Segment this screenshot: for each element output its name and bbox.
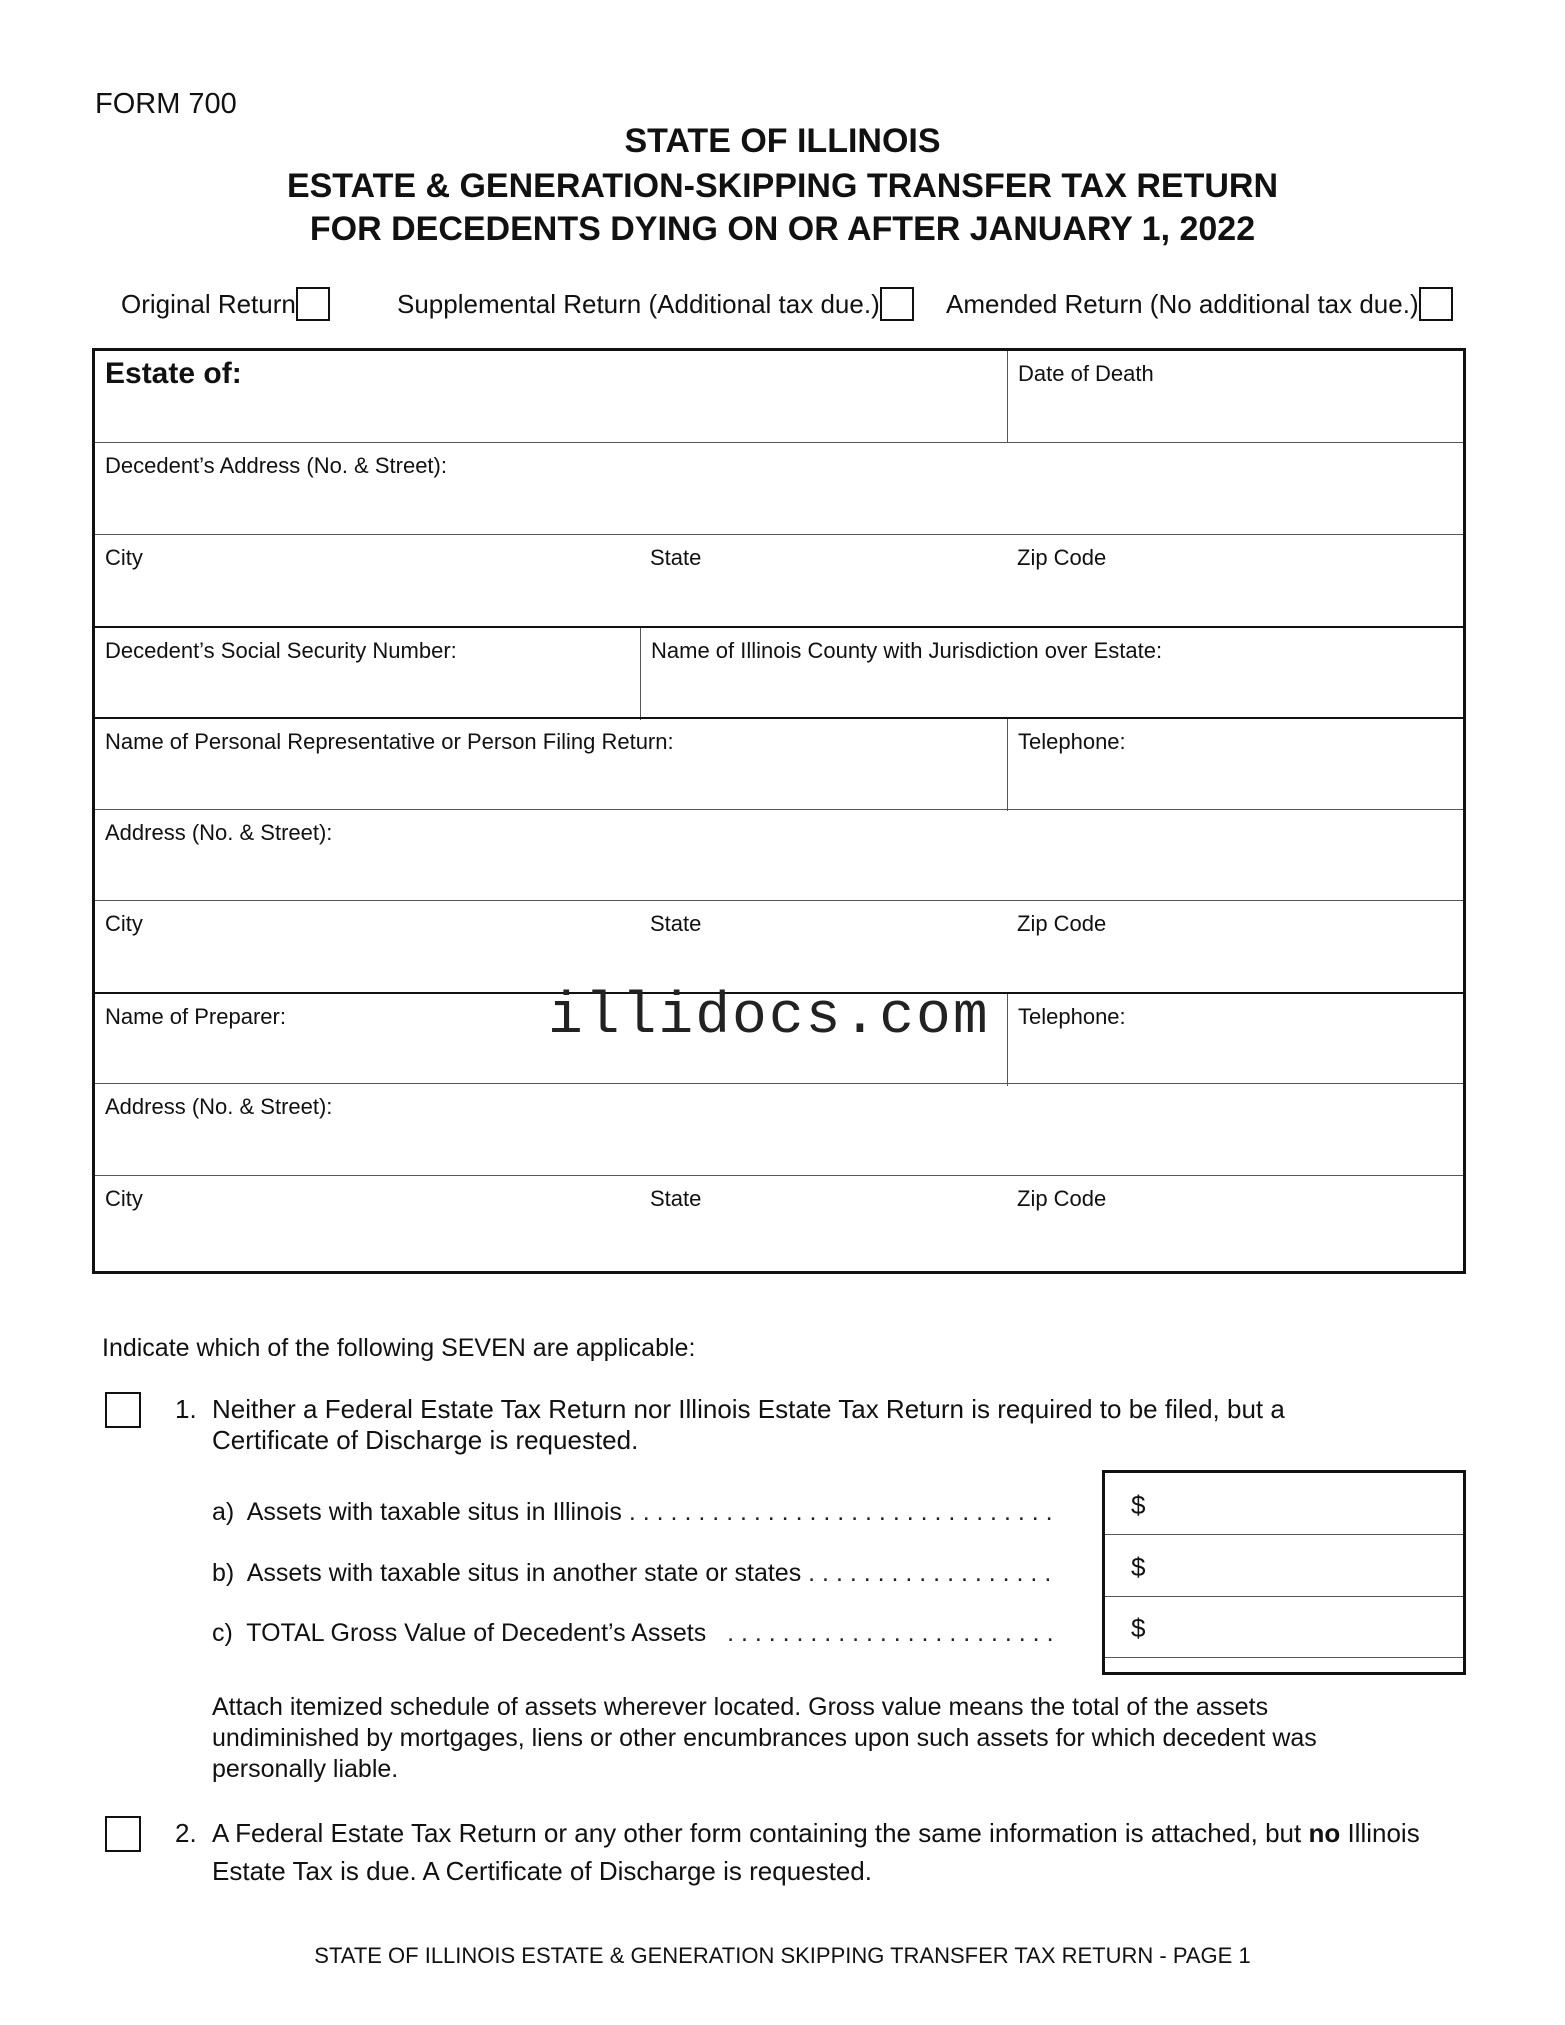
currency-symbol: $ — [1131, 1613, 1146, 1643]
supplemental-return-checkbox[interactable] — [880, 287, 914, 321]
sub-item-a-label: Assets with taxable situs in Illinois — [246, 1498, 622, 1526]
item-2-number: 2. — [175, 1818, 197, 1848]
preparer-address-row — [95, 1083, 1463, 1176]
item-2-text-bold: no — [1308, 1818, 1341, 1848]
item-1-text-line2: Certificate of Discharge is requested. — [212, 1425, 639, 1455]
rep-telephone-field[interactable] — [1007, 719, 1463, 811]
estate-of-label: Estate of: — [105, 357, 242, 390]
item-2-text-line1 — [212, 1818, 1420, 1849]
page-footer: STATE OF ILLINOIS ESTATE & GENERATION SKIPPING TRANSFER TAX RETURN - PAGE 1 — [314, 1943, 1251, 1968]
rep-address-field[interactable] — [95, 810, 1463, 902]
sub-item-a — [212, 1498, 1053, 1527]
address-label: Address (No. & Street): — [105, 1094, 333, 1119]
title-line-3: FOR DECEDENTS DYING ON OR AFTER JANUARY 1, 2022 — [309, 210, 1256, 248]
sub-item-b-label: Assets with taxable situs in another state or states — [246, 1559, 802, 1587]
indicate-instructions: Indicate which of the following SEVEN are applicable: — [102, 1334, 696, 1362]
amount-b-field[interactable] — [1105, 1535, 1463, 1597]
zip-label: Zip Code — [1017, 1186, 1107, 1211]
sub-item-b-leader: . . . . . . . . . . . . . . . . . . — [808, 1559, 1052, 1587]
title-line-2: ESTATE & GENERATION-SKIPPING TRANSFER TAX RETURN — [286, 167, 1279, 205]
rep-zip-field[interactable] — [1007, 901, 1463, 993]
sub-item-b — [212, 1559, 1051, 1588]
decedent-state-field[interactable] — [640, 535, 1007, 627]
telephone-label: Telephone: — [1018, 1004, 1126, 1029]
decedent-address-field[interactable] — [95, 443, 1463, 535]
decedent-address-row — [95, 442, 1463, 535]
sub-item-c-label: TOTAL Gross Value of Decedent’s Assets — [246, 1619, 707, 1647]
preparer-state-field[interactable] — [640, 1176, 1007, 1272]
zip-label: Zip Code — [1017, 911, 1107, 936]
amended-return-option[interactable] — [946, 287, 1453, 321]
sub-item-c — [212, 1619, 1054, 1648]
rep-city-field[interactable] — [95, 901, 640, 993]
state-label: State — [650, 911, 702, 936]
attach-note: Attach itemized schedule of assets wherever located. Gross value means the total of the assets undiminished by mortgages, liens or other encumbrances upon such assets for which decedent was personally liable. — [212, 1693, 1317, 1783]
sub-item-a-letter: a) — [212, 1498, 235, 1526]
preparer-zip-field[interactable] — [1007, 1176, 1463, 1272]
decedent-city-row — [95, 534, 1463, 627]
rep-name-label: Name of Personal Representative or Person Filing Return: — [105, 729, 674, 754]
item-2-text-line2: Estate Tax is due. A Certificate of Discharge is requested. — [212, 1856, 872, 1886]
ssn-label: Decedent’s Social Security Number: — [105, 638, 457, 663]
amount-c-field[interactable] — [1105, 1596, 1463, 1658]
original-return-option[interactable] — [121, 287, 330, 321]
ssn-field[interactable] — [95, 628, 640, 720]
preparer-address-field[interactable] — [95, 1084, 1463, 1176]
state-label: State — [650, 1186, 702, 1211]
rep-row — [95, 717, 1463, 811]
item-1-text-line1: Neither a Federal Estate Tax Return nor Illinois Estate Tax Return is required to be filed, but a — [212, 1394, 1285, 1424]
title-line-1: STATE OF ILLINOIS — [624, 122, 941, 160]
sub-item-c-leader: . . . . . . . . . . . . . . . . . . . . . . . . — [727, 1619, 1054, 1647]
rep-state-field[interactable] — [640, 901, 1007, 993]
rep-address-row — [95, 809, 1463, 902]
preparer-telephone-field[interactable] — [1007, 994, 1463, 1086]
sub-item-b-letter: b) — [212, 1559, 235, 1587]
decedent-address-label: Decedent’s Address (No. & Street): — [105, 453, 447, 478]
currency-symbol: $ — [1131, 1552, 1146, 1582]
item-2-text-pre: A Federal Estate Tax Return or any other form containing the same information is attached, but — [212, 1818, 1309, 1848]
amended-return-checkbox[interactable] — [1419, 287, 1453, 321]
item-1-checkbox[interactable] — [105, 1392, 141, 1428]
rep-name-field[interactable] — [95, 719, 1007, 811]
currency-symbol: $ — [1131, 1490, 1146, 1520]
preparer-city-field[interactable] — [95, 1176, 640, 1272]
telephone-label: Telephone: — [1018, 729, 1126, 754]
date-of-death-label: Date of Death — [1018, 361, 1154, 386]
item-2-text-post: Illinois — [1340, 1818, 1420, 1848]
county-label: Name of Illinois County with Jurisdiction over Estate: — [651, 638, 1163, 663]
city-label: City — [105, 545, 143, 570]
item-1-number: 1. — [175, 1394, 197, 1424]
watermark: illidocs.com — [548, 985, 990, 1050]
address-label: Address (No. & Street): — [105, 820, 333, 845]
original-return-checkbox[interactable] — [296, 287, 330, 321]
amended-return-label: Amended Return (No additional tax due.) — [946, 288, 1419, 319]
original-return-label: Original Return — [121, 288, 296, 319]
date-of-death-field[interactable] — [1007, 351, 1463, 443]
sub-item-c-letter: c) — [212, 1619, 233, 1647]
form-number: FORM 700 — [95, 88, 237, 120]
assets-amount-table — [1102, 1470, 1466, 1675]
supplemental-return-label: Supplemental Return (Additional tax due.) — [397, 288, 880, 319]
amount-a-field[interactable] — [1105, 1473, 1463, 1535]
state-label: State — [650, 545, 702, 570]
supplemental-return-option[interactable] — [397, 287, 914, 321]
zip-label: Zip Code — [1017, 545, 1107, 570]
estate-row — [95, 351, 1463, 443]
ssn-county-row — [95, 626, 1463, 720]
item-2-checkbox[interactable] — [105, 1816, 141, 1852]
decedent-city-field[interactable] — [95, 535, 640, 627]
city-label: City — [105, 911, 143, 936]
estate-of-field[interactable] — [95, 351, 1007, 443]
decedent-zip-field[interactable] — [1007, 535, 1463, 627]
preparer-city-row — [95, 1175, 1463, 1272]
city-label: City — [105, 1186, 143, 1211]
sub-item-a-leader: . . . . . . . . . . . . . . . . . . . . . . . . . . . . . . . — [628, 1498, 1053, 1526]
county-field[interactable] — [640, 628, 1463, 720]
estate-info-grid — [92, 348, 1466, 1274]
preparer-label: Name of Preparer: — [105, 1004, 286, 1029]
rep-city-row — [95, 900, 1463, 993]
